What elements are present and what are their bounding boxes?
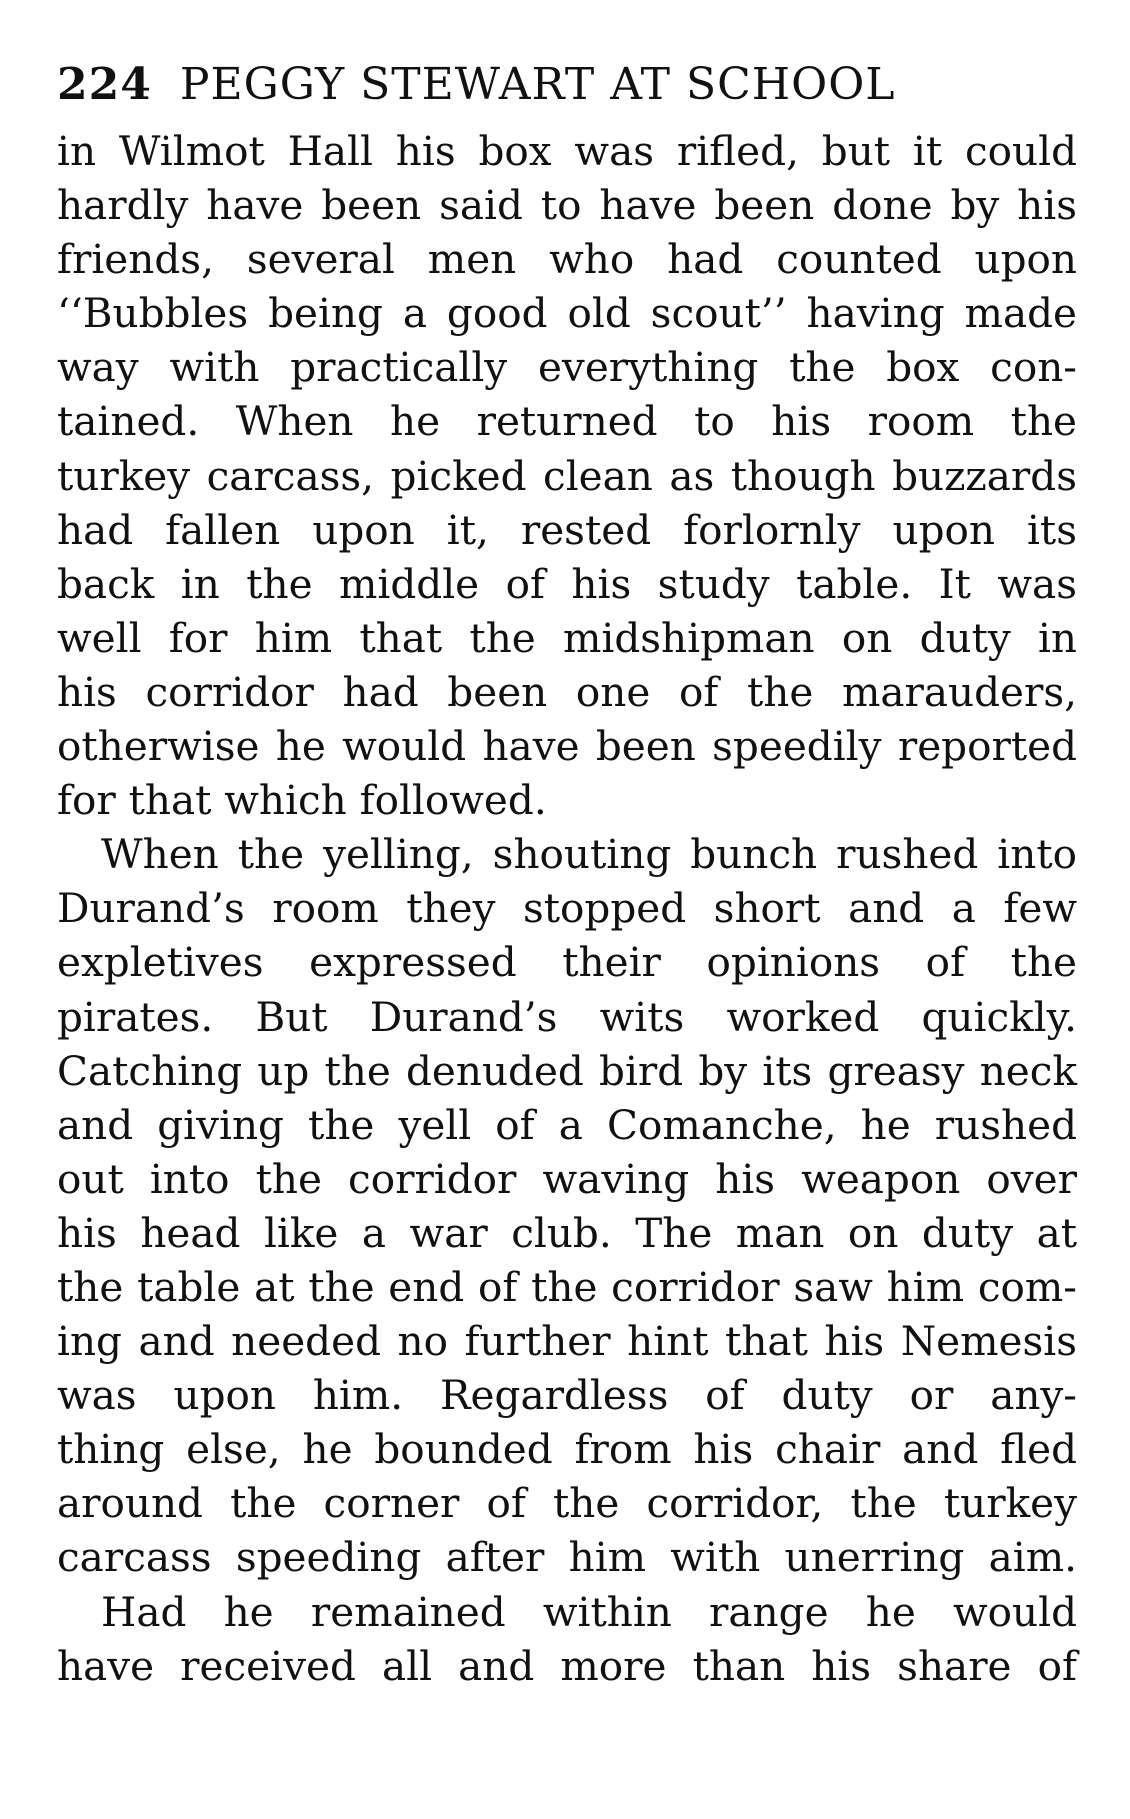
text-line: his head like a war club. The man on duty at xyxy=(57,1208,1077,1257)
text-line: the table at the end of the corridor saw him com- xyxy=(57,1262,1077,1311)
text-line: hardly have been said to have been done by his xyxy=(57,181,1077,230)
text-line: have received all and more than his share of xyxy=(57,1641,1077,1690)
text-line: pirates. But Durand’s wits worked quickly. xyxy=(57,992,1077,1041)
text-line: When the yelling, shouting bunch rushed into xyxy=(101,830,1077,879)
text-line: Had he remained within range he would xyxy=(101,1587,1077,1636)
running-title: PEGGY STEWART AT SCHOOL xyxy=(179,59,896,110)
text-line: Catching up the denuded bird by its greasy neck xyxy=(57,1046,1077,1095)
text-line: was upon him. Regardless of duty or any- xyxy=(57,1371,1077,1420)
text-line: for that which followed. xyxy=(57,776,547,825)
text-line: turkey carcass, picked clean as though buzzards xyxy=(57,451,1077,500)
text-line: around the corner of the corridor, the turkey xyxy=(57,1479,1077,1528)
text-line: back in the middle of his study table. It was xyxy=(57,559,1077,608)
text-line: and giving the yell of a Comanche, he rushed xyxy=(57,1100,1077,1149)
text-line: carcass speeding after him with unerring aim. xyxy=(57,1533,1077,1582)
text-line: had fallen upon it, rested forlornly upon its xyxy=(57,505,1077,554)
text-line: ‘‘Bubbles being a good old scout’’ having made xyxy=(57,289,1077,338)
text-line: Durand’s room they stopped short and a few xyxy=(57,884,1077,933)
text-line: in Wilmot Hall his box was rifled, but it could xyxy=(57,127,1077,175)
text-line: his corridor had been one of the marauders, xyxy=(57,667,1077,716)
text-line: well for him that the midshipman on duty in xyxy=(57,613,1077,662)
text-line: otherwise he would have been speedily reported xyxy=(57,722,1077,771)
text-line: out into the corridor waving his weapon over xyxy=(57,1154,1077,1203)
text-line: way with practically everything the box con- xyxy=(57,343,1077,392)
text-line: friends, several men who had counted upon xyxy=(57,235,1077,284)
page-number: 224 xyxy=(57,59,152,110)
text-line: expletives expressed their opinions of the xyxy=(57,938,1077,987)
book-page xyxy=(57,56,1077,1693)
text-line: tained. When he returned to his room the xyxy=(57,397,1077,446)
text-line: thing else, he bounded from his chair and fled xyxy=(57,1425,1077,1474)
running-head xyxy=(57,56,1077,114)
text-line: ing and needed no further hint that his Nemesis xyxy=(57,1317,1077,1366)
body-text xyxy=(57,124,1077,1693)
